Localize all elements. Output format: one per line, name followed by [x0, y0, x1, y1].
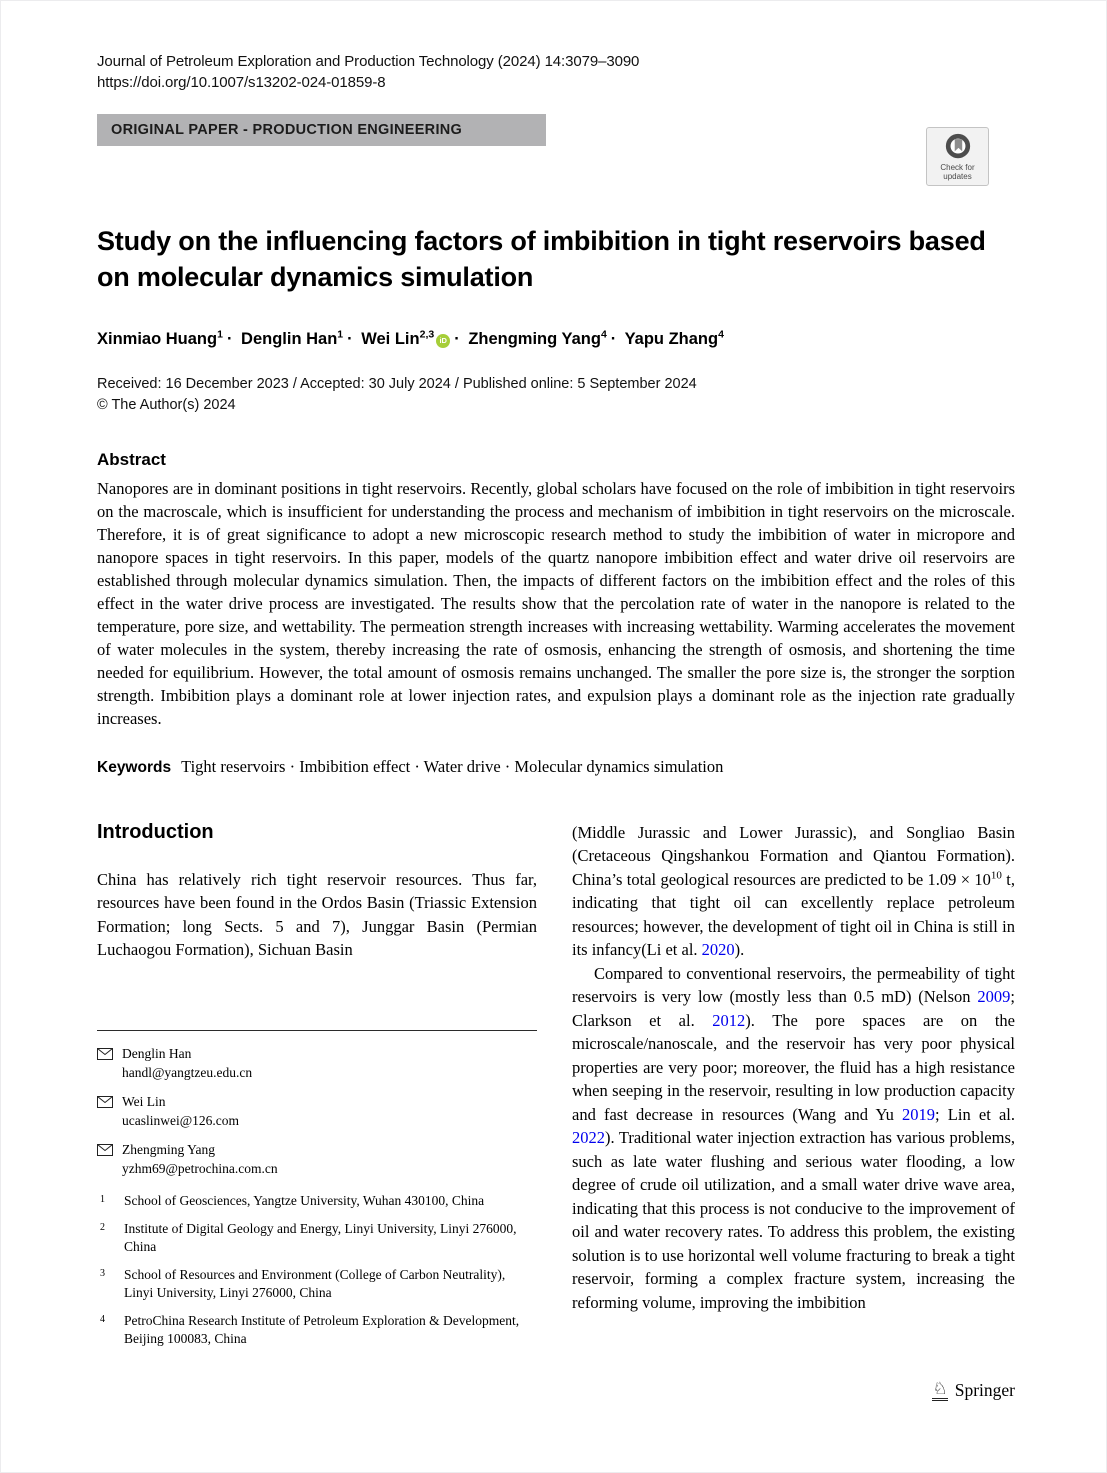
abstract-text: Nanopores are in dominant positions in tight reservoirs. Recently, global scholars have focused on the role of imbibition in tight reservoirs on the macroscale, which is insufficient for understanding the process and mechanism of imbibition in tight reservoirs on the microscale. Therefore, it is of great significance to adopt a new microscopic research method to study the imbibition of water in micropore and nanopore spaces in tight reservoirs. In this paper, models of the quartz nanopore imbibition effect and water drive oil reservoirs are established through molecular dynamics simulation. Then, the impacts of different factors on the imbibition effect and the roles of this effect in the water drive process are investigated. The results show that the percolation rate of water in the nanopore is related to the temperature, pore size, and wettability. The permeation strength increases with increasing wettability. Warming accelerates the movement of water molecules in the system, thereby increasing the rate of osmosis, enhancing the strength of osmosis, and shortening the time needed for equilibrium. However, the total amount of osmosis remains unchanged. The smaller the pore size is, the stronger the sorption strength. Imbibition plays a dominant role at lower injection rates, and expulsion plays a dominant role as the injection rate gradually increases. — [97, 478, 1015, 728]
citation-link[interactable]: 2019 — [902, 1104, 936, 1124]
springer-knight-icon: ♘ — [932, 1380, 947, 1401]
copyright-line: © The Author(s) 2024 — [97, 396, 236, 413]
two-column-body — [97, 821, 1015, 1358]
received-accepted-line: Received: 16 December 2023 / Accepted: 30 July 2024 / Published online: 5 September 2024 — [97, 375, 697, 392]
authors-line — [97, 328, 1015, 349]
corresponding-author-name: Wei Lin — [122, 1094, 166, 1109]
author-affiliation-sup: 1 — [337, 328, 344, 340]
affiliation: 4 PetroChina Research Institute of Petroleum Exploration & Development, Beijing 100083, China — [100, 1312, 520, 1346]
envelope-icon — [97, 1141, 113, 1178]
article-type-banner: ORIGINAL PAPER - PRODUCTION ENGINEERING — [97, 114, 546, 146]
publication-dates — [97, 374, 1015, 416]
footnote-block — [97, 1030, 537, 1358]
footnote-divider — [97, 1030, 537, 1031]
introduction-heading: Introduction — [97, 820, 214, 843]
envelope-icon — [97, 1093, 113, 1130]
page-title: Study on the influencing factors of imbibition in tight reservoirs based on molecular dynamics simulation — [97, 226, 986, 292]
abstract-heading: Abstract — [97, 449, 166, 469]
affiliation: 3 School of Resources and Environment (College of Carbon Neutrality), Linyi University, Linyi 276000, China — [100, 1266, 506, 1300]
author-separator: · — [226, 329, 233, 348]
intro-paragraph-left: China has relatively rich tight reservoir resources. Thus far, resources have been found in the Ordos Basin (Triassic Extension Formation; long Sects. 5 and 7), Junggar Basin (Permian Luchaogou Formation), Sichuan Basin — [97, 869, 537, 959]
author-affiliation-sup: 4 — [718, 328, 724, 340]
corresponding-author — [97, 1141, 537, 1178]
corresponding-author — [97, 1045, 537, 1082]
author-affiliation-sup: 4 — [600, 328, 607, 340]
check-for-updates-label: Check for updates — [940, 162, 975, 181]
banner-row — [97, 114, 1015, 186]
author-affiliation-sup: 1 — [217, 328, 223, 340]
check-for-updates-icon — [944, 133, 972, 161]
affiliations-list — [97, 1192, 537, 1349]
journal-reference: Journal of Petroleum Exploration and Production Technology (2024) 14:3079–3090 — [97, 53, 640, 70]
intro-paragraph-right-1: (Middle Jurassic and Lower Jurassic), and Songliao Basin (Cretaceous Qingshankou Formation and Qiantou Formation). China’s total geological resources are predicted to be $1.09 \times 10^{10}$ t, indicating that tight oil can excellently replace petroleum resources; however, the development of tight oil in China is still in its infancy(Li et al. 2020). — [572, 822, 1015, 959]
keywords-line — [97, 757, 1015, 777]
citation-link[interactable]: 2020 — [701, 940, 735, 959]
keywords-label: Keywords — [97, 758, 172, 776]
keywords-text: Tight reservoirs · Imbibition effect · Water drive · Molecular dynamics simulation — [181, 756, 724, 776]
author: Xinmiao Huang$^1$ — [97, 328, 223, 348]
citation-link[interactable]: 2012 — [712, 1010, 746, 1030]
intro-paragraph-right-2: Compared to conventional reservoirs, the permeability of tight reservoirs is very low (mostly less than 0.5 mD) (Nelson 2009; Clarkson et al. 2012). The pore spaces are on the microscale/nanoscale, and the reservoir has very poor physical properties are very poor; moreover, the fluid has a high resistance when seeping in the reservoir, resulting in low production capacity and fast decrease in resources (Wang and Yu 2019; Lin et al. 2022). Traditional water injection extraction has various problems, such as late water flushing and serious water flooding, a low degree of crude oil utilization, and a small water drive wave area, indicating that this process is not conducive to the improvement of oil and water recovery rates. To address this problem, the existing solution is to use horizontal well volume fracturing to break a tight reservoir, forming a complex fracture system, increasing the reforming volume, improving the imbibition — [572, 963, 1015, 1312]
corresponding-author-email[interactable]: ucaslinwei@126.com — [122, 1112, 240, 1128]
check-for-updates-button[interactable] — [926, 127, 989, 186]
affiliation: 1 School of Geosciences, Yangtze University, Wuhan 430100, China — [100, 1193, 485, 1208]
author-separator: · — [610, 329, 617, 348]
publisher-footer — [932, 1380, 1015, 1401]
left-column — [97, 821, 537, 1358]
corresponding-author-email[interactable]: yzhm69@petrochina.com.cn — [122, 1160, 278, 1176]
author-separator: · — [454, 329, 460, 348]
author: Denglin Han$^1$ — [241, 328, 344, 348]
author: Yapu Zhang$^4$ — [624, 328, 724, 348]
author: Zhengming Yang$^4$ — [468, 328, 607, 348]
doi-link[interactable]: https://doi.org/10.1007/s13202-024-01859-8 — [97, 74, 386, 91]
author-separator: · — [347, 329, 353, 348]
corresponding-author — [97, 1093, 537, 1130]
author-affiliation-sup: 2,3 — [419, 328, 435, 340]
citation-link[interactable]: 2009 — [977, 987, 1011, 1006]
right-column — [572, 821, 1015, 1358]
envelope-icon — [97, 1045, 113, 1082]
corresponding-author-email[interactable]: handl@yangtzeu.edu.cn — [122, 1064, 253, 1080]
publisher-name: Springer — [954, 1380, 1015, 1400]
corresponding-author-name: Denglin Han — [122, 1046, 192, 1061]
affiliation: 2 Institute of Digital Geology and Energy, Linyi University, Linyi 276000, China — [100, 1220, 517, 1254]
author: Wei Lin$^{2,3}$ — [361, 328, 435, 348]
orcid-icon[interactable]: iD — [436, 334, 450, 348]
citation-link[interactable]: 2022 — [572, 1128, 605, 1147]
corresponding-author-name: Zhengming Yang — [122, 1142, 216, 1157]
